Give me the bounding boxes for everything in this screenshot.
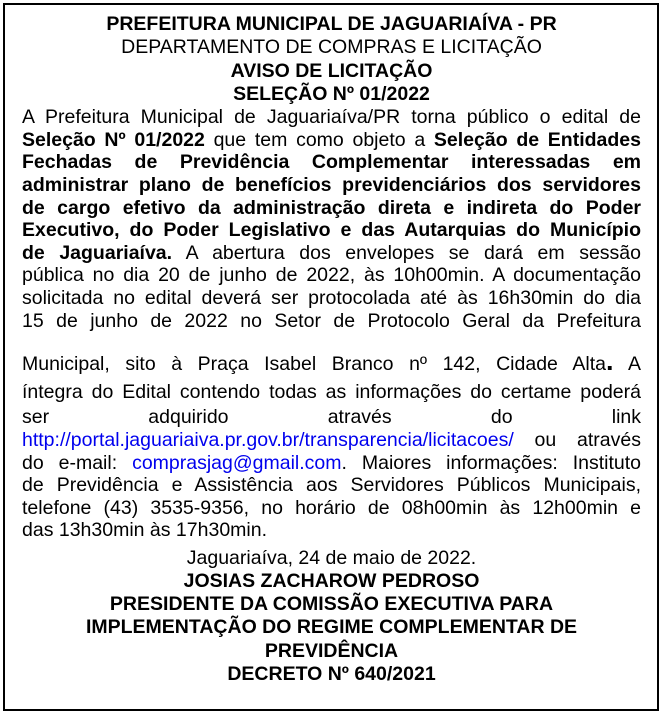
body-line — [22, 429, 641, 452]
body-line — [22, 219, 641, 242]
body-line — [22, 151, 641, 174]
notice-signature — [22, 547, 641, 686]
body-line — [22, 381, 641, 404]
text-segment: Seleção Nº 01/2022 — [22, 128, 205, 151]
text-segment: . Maiores informações: Instituto — [341, 451, 641, 474]
text-segment: Fechadas de Previdência Complementar interessadas em — [22, 151, 641, 174]
body-line — [22, 497, 641, 520]
body-line — [22, 452, 641, 475]
body-line — [22, 474, 641, 497]
signer-title-line: IMPLEMENTAÇÃO DO REGIME COMPLEMENTAR DE — [85, 616, 578, 639]
text-segment: Municipal, sito à Praça Isabel Branco nº 142, Cidade Alta — [22, 353, 606, 376]
notice-document — [3, 3, 659, 711]
body-line — [22, 106, 641, 129]
decree-line: DECRETO Nº 640/2021 — [227, 662, 436, 685]
text-segment: A Prefeitura Municipal de Jaguariaíva/PR torna público o edital de — [22, 106, 641, 129]
text-segment: pública no dia 20 de junho de 2022, às 10h00min. A documentação — [22, 264, 641, 287]
body-line — [22, 129, 641, 152]
body-line — [22, 264, 641, 287]
body-line — [22, 174, 641, 197]
text-segment: solicitada no edital deverá ser protocolada até às 16h30min do dia — [22, 286, 641, 309]
text-segment: íntegra do Edital contendo todas as informações do certame poderá — [22, 380, 641, 403]
portal-link[interactable]: http://portal.jaguariaiva.pr.gov.br/transparencia/licitacoes/ — [22, 428, 514, 451]
signer-title-line: PRESIDENTE DA COMISSÃO EXECUTIVA PARA — [109, 593, 554, 616]
text-segment: das 13h30min às 17h30min. — [22, 519, 267, 542]
text-segment: de cargo efetivo da administração direta e indireta do Poder — [22, 196, 641, 219]
text-segment: administrar plano de benefícios previdenciários dos servidores — [22, 173, 641, 196]
text-segment: telefone (43) 3535-9356, no horário de 08h00min às 12h00min e — [22, 496, 641, 519]
body-line — [22, 197, 641, 220]
header-line: PREFEITURA MUNICIPAL DE JAGUARIAÍVA - PR — [106, 13, 557, 35]
notice-header — [22, 13, 641, 106]
email-link[interactable]: comprasjag@gmail.com — [132, 451, 342, 474]
big-period: . — [605, 346, 614, 377]
body-line — [22, 287, 641, 310]
header-line: AVISO DE LICITAÇÃO — [230, 59, 433, 82]
signer-title-line: PREVIDÊNCIA — [264, 639, 399, 662]
text-segment: do e-mail: — [22, 451, 133, 474]
body-line — [22, 310, 641, 333]
text-segment: Executivo, do Poder Legislativo e das Autarquias do Município — [22, 219, 641, 242]
signer-name: JOSIAS ZACHAROW PEDROSO — [183, 570, 480, 593]
text-segment: de Previdência e Assistência aos Servidores Públicos Municipais, — [22, 474, 641, 497]
text-segment: A abertura dos envelopes se dará em sessão — [172, 241, 641, 264]
text-segment: ou através — [513, 428, 641, 451]
body-line — [22, 346, 641, 377]
text-segment: 15 de junho de 2022 no Setor de Protocolo Geral da Prefeitura — [22, 309, 641, 332]
text-segment: de Jaguariaíva. — [22, 241, 173, 264]
body-line — [22, 406, 641, 429]
header-line: SELEÇÃO Nº 01/2022 — [233, 82, 430, 105]
text-segment: ser adquirido através do link — [22, 406, 641, 429]
date-line: Jaguariaíva, 24 de maio de 2022. — [186, 546, 477, 569]
text-segment: Seleção de Entidades — [433, 128, 641, 151]
header-line: DEPARTAMENTO DE COMPRAS E LICITAÇÃO — [121, 36, 542, 59]
notice-body — [22, 106, 641, 542]
text-segment: que tem como objeto a — [204, 128, 434, 151]
body-line — [22, 242, 641, 265]
body-line — [22, 519, 641, 542]
text-segment: A — [613, 353, 641, 376]
